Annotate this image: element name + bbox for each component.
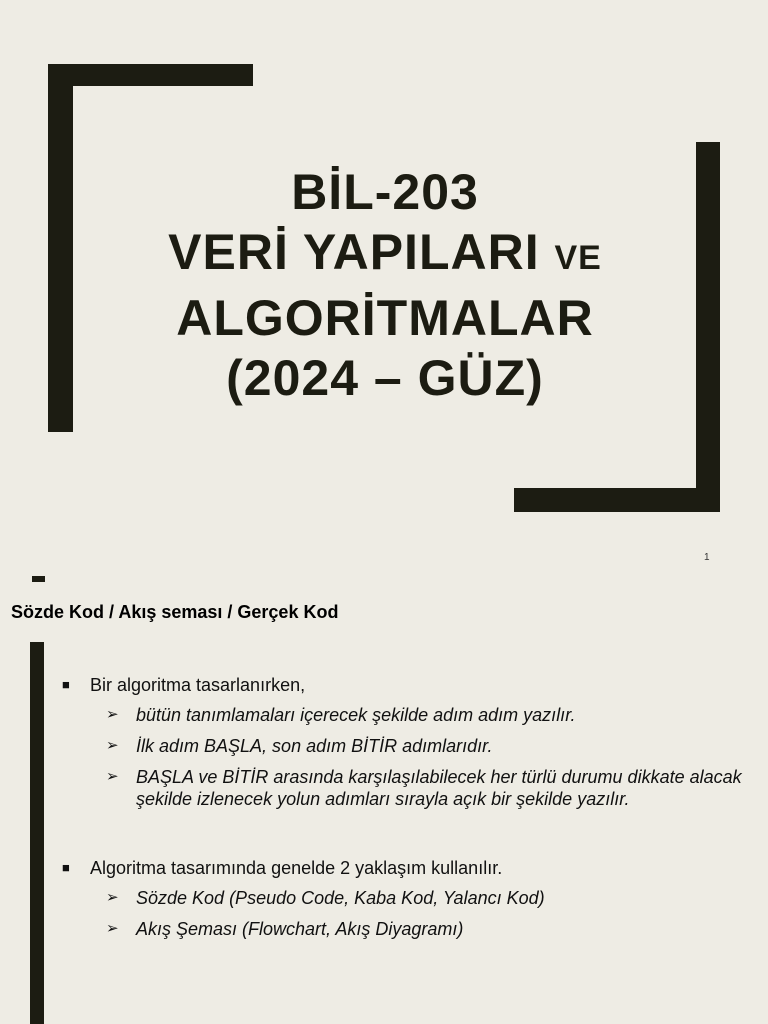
sub-bullet-item	[62, 887, 752, 909]
slide-2-title: Sözde Kod / Akış seması / Gerçek Kod	[11, 602, 339, 622]
bullet-text: Bir algoritma tasarlanırken,	[90, 675, 306, 695]
sub-bullet-item	[62, 704, 752, 726]
arrow-bullet-icon: ➢	[106, 737, 119, 754]
title-accent-dash	[32, 576, 45, 582]
arrow-bullet-icon: ➢	[106, 920, 119, 937]
title-line-4: (2024 – GÜZ)	[226, 350, 544, 406]
frame-bottom-right-horizontal	[514, 488, 720, 512]
sub-bullet-item	[62, 766, 752, 810]
sub-bullet-text: Sözde Kod (Pseudo Code, Kaba Kod, Yalancı Kod)	[136, 888, 545, 908]
arrow-bullet-icon: ➢	[106, 706, 119, 723]
square-bullet-icon: ■	[62, 860, 70, 875]
bullet-item	[62, 857, 752, 879]
title-line-2-small: VE	[554, 239, 602, 277]
title-line-2-main: VERİ YAPILARI	[168, 224, 540, 280]
left-vertical-rule	[30, 642, 44, 1024]
square-bullet-icon: ■	[62, 677, 70, 692]
frame-top-left-horizontal	[48, 64, 253, 86]
arrow-bullet-icon: ➢	[106, 889, 119, 906]
page-number: 1	[704, 552, 710, 563]
title-line-2	[60, 222, 710, 288]
arrow-bullet-icon: ➢	[106, 768, 119, 785]
sub-bullet-text: İlk adım BAŞLA, son adım BİTİR adımlarıdır.	[136, 736, 493, 756]
bullet-item	[62, 674, 752, 696]
slide-title	[60, 162, 710, 408]
title-line-3: ALGORİTMALAR	[176, 290, 594, 346]
content-slide	[0, 570, 768, 1024]
bullet-text: Algoritma tasarımında genelde 2 yaklaşım kullanılır.	[90, 858, 503, 878]
bullet-list	[62, 674, 752, 949]
sub-bullet-text: Akış Şeması (Flowchart, Akış Diyagramı)	[136, 919, 464, 939]
sub-bullet-text: bütün tanımlamaları içerecek şekilde adım adım yazılır.	[136, 705, 576, 725]
sub-bullet-text: BAŞLA ve BİTİR arasında karşılaşılabilecek her türlü durumu dikkate alacak şekilde izlenecek yolun adımları sırayla açık bir şekilde yazılır.	[136, 767, 742, 809]
sub-bullet-item	[62, 918, 752, 940]
title-line-1: BİL-203	[291, 164, 479, 220]
sub-bullet-item	[62, 735, 752, 757]
